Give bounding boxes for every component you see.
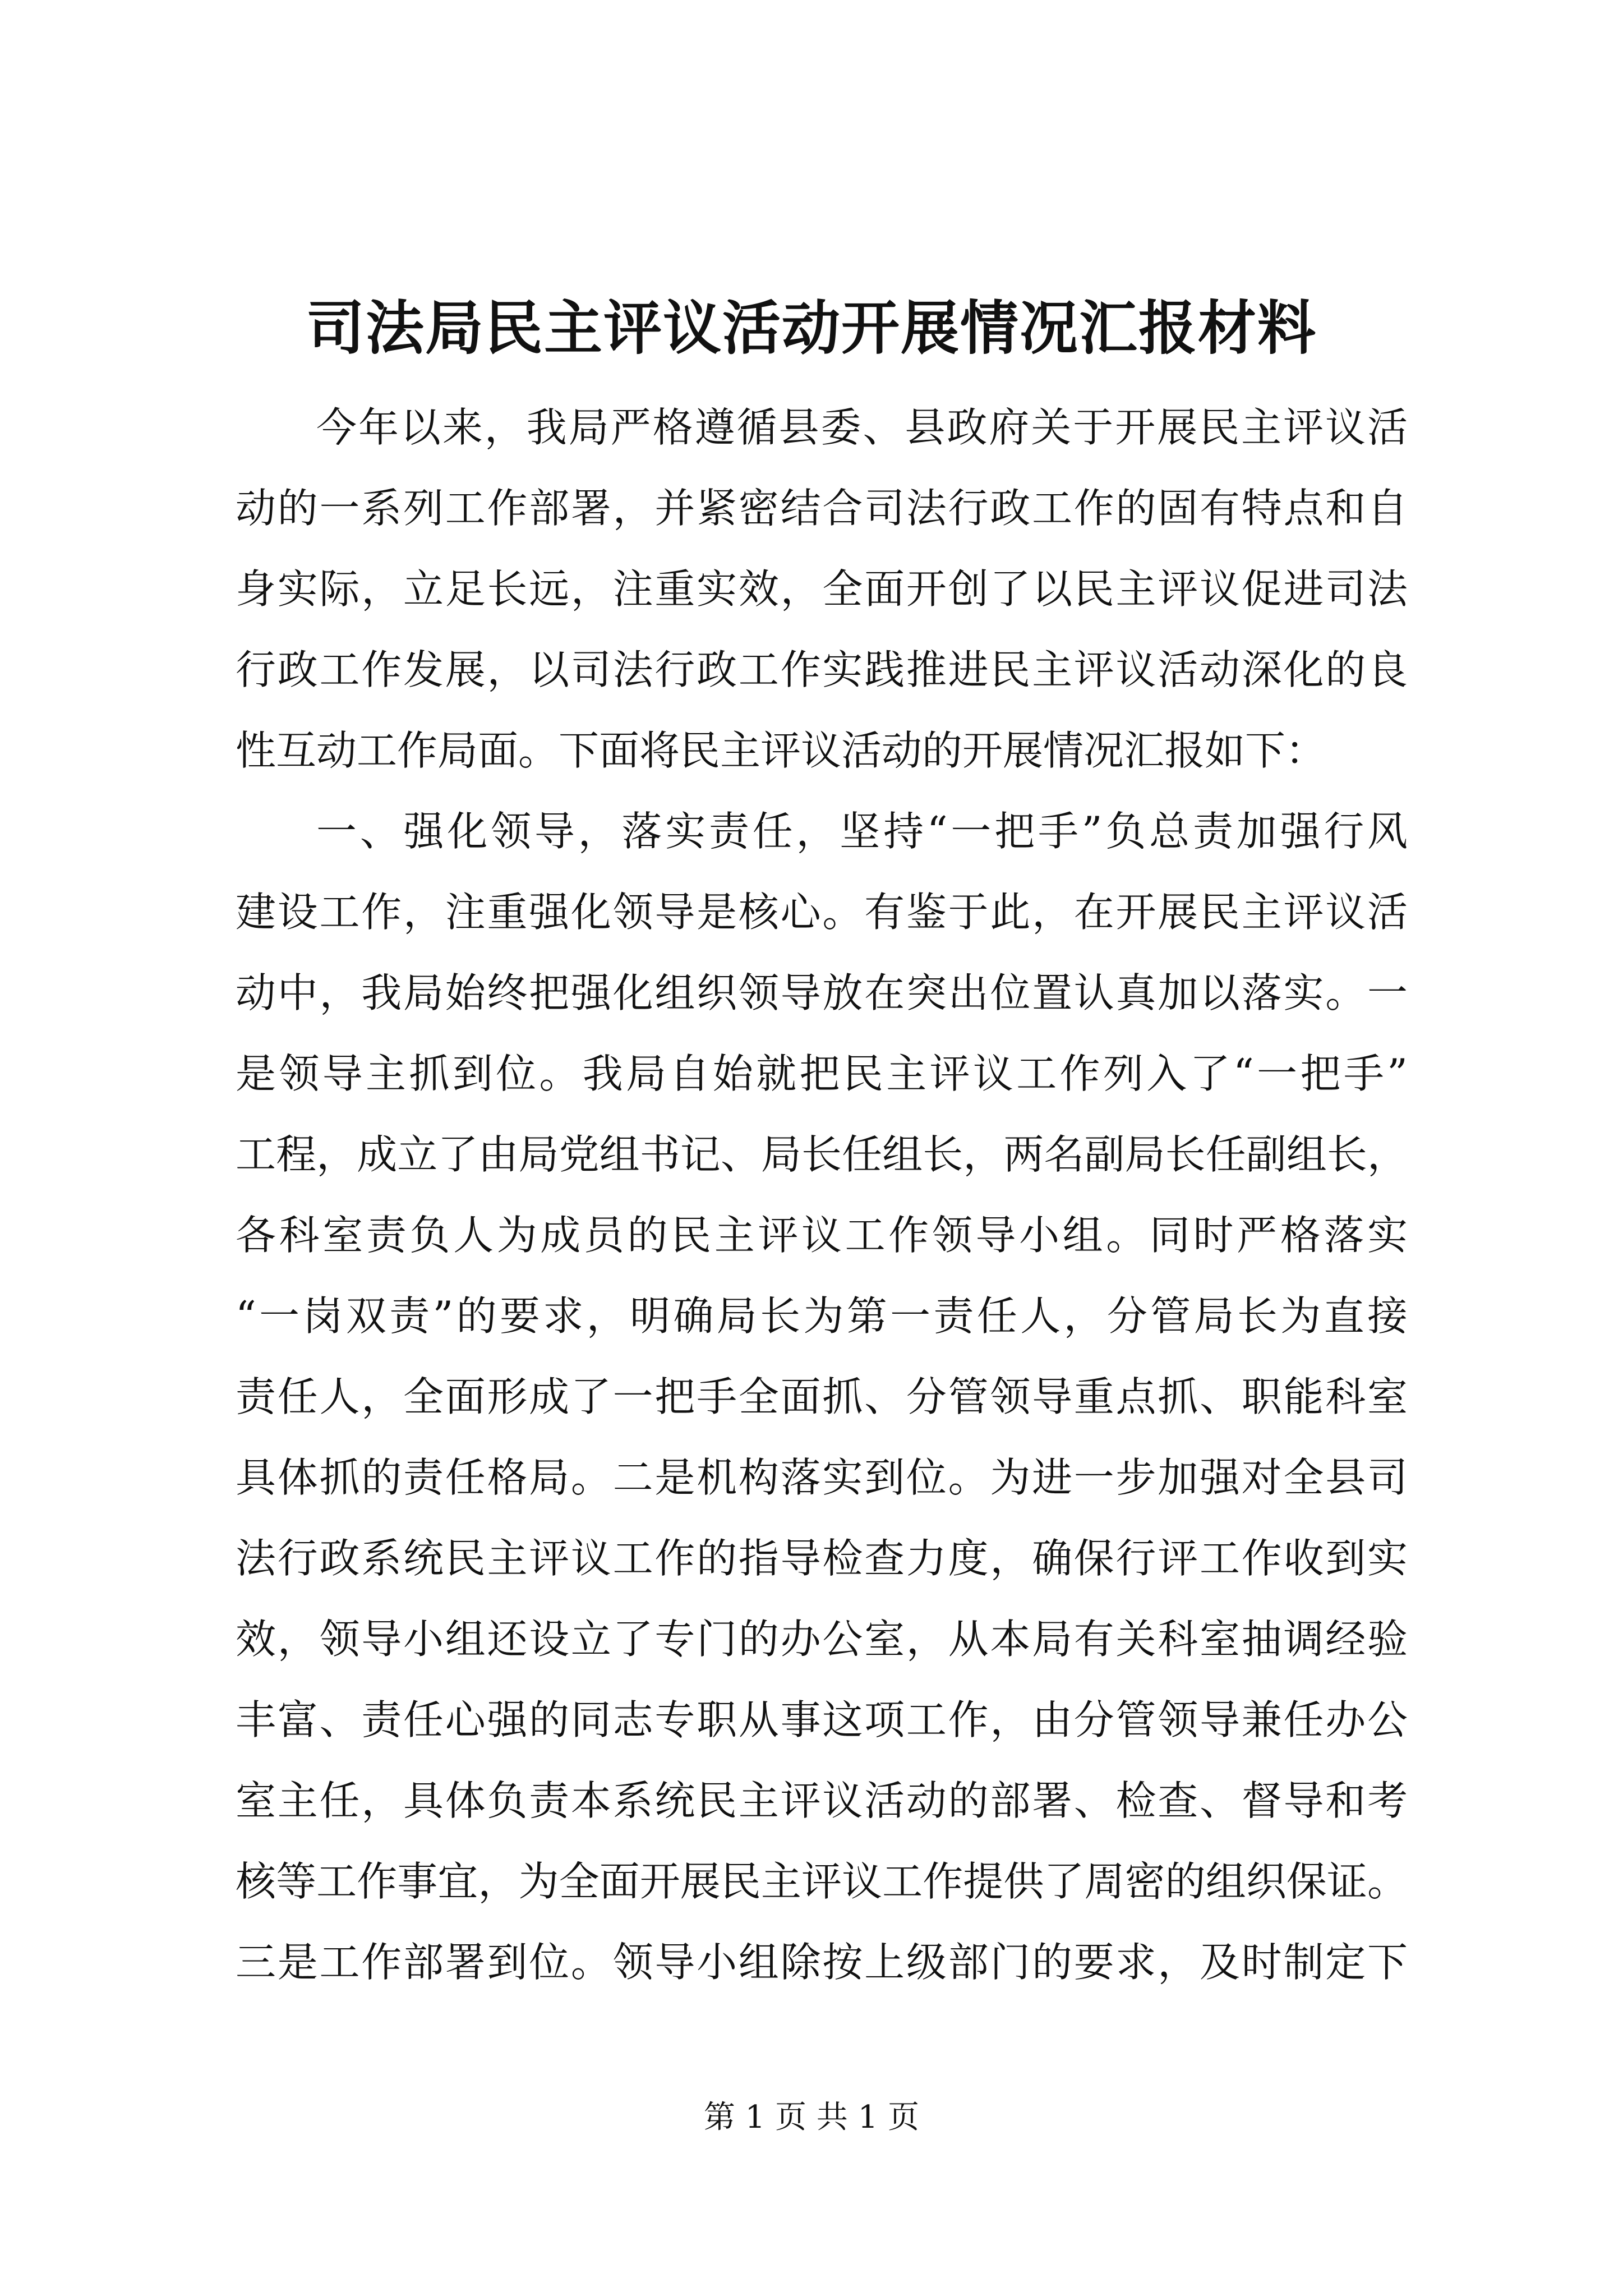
body-line: 性互动工作局面。下面将民主评议活动的开展情况汇报如下： [236,727,1326,774]
body-line: 责任人，全面形成了一把手全面抓、分管领导重点抓、职能科室 [236,1373,1408,1420]
page-number-footer: 第 1 页 共 1 页 [703,2099,920,2136]
body-line: 法行政系统民主评议工作的指导检查力度，确保行评工作收到实 [236,1535,1408,1582]
body-line: 核等工作事宜，为全面开展民主评议工作提供了周密的组织保证。 [236,1858,1408,1905]
body-line: “一岗双责”的要求，明确局长为第一责任人，分管局长为直接 [236,1292,1408,1340]
body-line: 效，领导小组还设立了专门的办公室，从本局有关科室抽调经验 [236,1616,1408,1663]
document-title: 司法局民主评议活动开展情况汇报材料 [306,293,1317,362]
document-body [236,387,1408,2003]
body-line: 建设工作，注重强化领导是核心。有鉴于此，在开展民主评议活 [236,889,1408,936]
body-line: 具体抓的责任格局。二是机构落实到位。为进一步加强对全县司 [236,1454,1408,1501]
body-line: 丰富、责任心强的同志专职从事这项工作，由分管领导兼任办公 [236,1696,1408,1743]
body-line: 今年以来，我局严格遵循县委、县政府关于开展民主评议活 [316,404,1408,451]
body-line: 工程，成立了由局党组书记、局长任组长，两名副局长任副组长， [236,1131,1408,1178]
body-line: 是领导主抓到位。我局自始就把民主评议工作列入了“一把手” [236,1050,1408,1097]
body-line: 三是工作部署到位。领导小组除按上级部门的要求，及时制定下 [236,1939,1408,1986]
body-line: 行政工作发展，以司法行政工作实践推进民主评议活动深化的良 [236,646,1408,693]
body-line: 动的一系列工作部署，并紧密结合司法行政工作的固有特点和自 [236,485,1408,532]
body-line: 室主任，具体负责本系统民主评议活动的部署、检查、督导和考 [236,1777,1408,1824]
body-line: 各科室责负人为成员的民主评议工作领导小组。同时严格落实 [236,1212,1408,1259]
body-line: 动中，我局始终把强化组织领导放在突出位置认真加以落实。一 [236,969,1408,1016]
body-line: 一、强化领导，落实责任，坚持“一把手”负总责加强行风 [316,808,1408,855]
body-line: 身实际，立足长远，注重实效，全面开创了以民主评议促进司法 [236,565,1408,613]
